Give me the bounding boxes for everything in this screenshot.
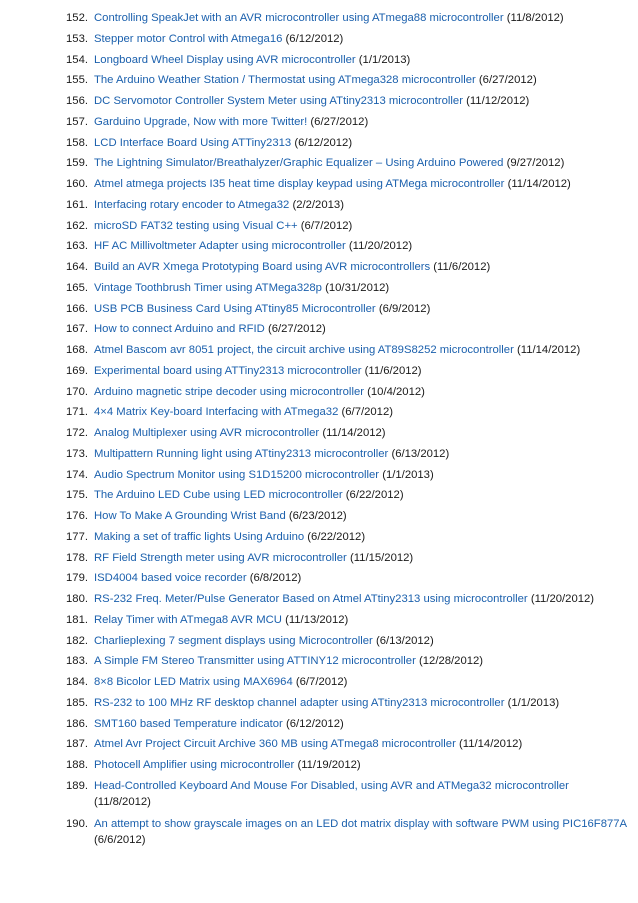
item-date: (6/9/2012) bbox=[378, 302, 431, 315]
list-item bbox=[0, 301, 638, 317]
item-number: 164. bbox=[66, 261, 88, 273]
item-number: 181. bbox=[66, 613, 88, 626]
item-date: (6/27/2012) bbox=[310, 115, 369, 128]
project-link[interactable]: A Simple FM Stereo Transmitter using ATTINY12 microcontroller bbox=[94, 655, 416, 668]
item-date: (6/7/2012) bbox=[300, 219, 353, 232]
project-link[interactable]: Stepper motor Control with Atmega16 bbox=[94, 32, 283, 45]
project-link[interactable]: The Arduino LED Cube using LED microcontroller bbox=[94, 489, 343, 502]
item-date: (6/7/2012) bbox=[295, 676, 348, 688]
list-item bbox=[0, 218, 638, 234]
list-item bbox=[0, 716, 638, 732]
item-number: 171. bbox=[66, 406, 88, 419]
list-item bbox=[0, 736, 638, 752]
project-link[interactable]: Multipattern Running light using ATtiny2313 microcontroller bbox=[94, 447, 389, 460]
item-number: 172. bbox=[66, 427, 88, 439]
item-number: 173. bbox=[66, 447, 88, 460]
list-item bbox=[0, 508, 638, 524]
list-item bbox=[0, 757, 638, 773]
item-date: (10/4/2012) bbox=[367, 385, 425, 398]
list-item bbox=[0, 467, 638, 483]
project-link[interactable]: Controlling SpeakJet with an AVR microcontroller using ATmega88 microcontroller bbox=[94, 12, 504, 24]
project-link[interactable]: How To Make A Grounding Wrist Band bbox=[94, 510, 286, 522]
item-number: 188. bbox=[66, 759, 88, 771]
item-number: 175. bbox=[66, 489, 88, 502]
item-date: (6/22/2012) bbox=[345, 489, 404, 502]
item-number: 174. bbox=[66, 468, 88, 481]
project-link[interactable]: microSD FAT32 testing using Visual C++ bbox=[94, 219, 298, 232]
item-date: (6/12/2012) bbox=[294, 136, 353, 149]
item-date: (6/23/2012) bbox=[288, 510, 347, 522]
item-number: 158. bbox=[66, 136, 88, 149]
list-item bbox=[0, 93, 638, 109]
item-date: (11/19/2012) bbox=[297, 759, 361, 771]
item-number: 187. bbox=[66, 738, 88, 751]
project-link[interactable]: Atmel Avr Project Circuit Archive 360 MB using ATmega8 microcontroller bbox=[94, 738, 456, 751]
item-number: 161. bbox=[66, 198, 88, 211]
item-number: 182. bbox=[66, 634, 88, 647]
item-date: (1/1/2013) bbox=[358, 53, 411, 66]
item-date: (1/1/2013) bbox=[382, 468, 434, 481]
project-link[interactable]: Atmel atmega projects I35 heat time display keypad using ATMega microcontroller bbox=[94, 178, 505, 190]
project-link[interactable]: Head-Controlled Keyboard And Mouse For Disabled, using AVR and ATMega32 microcontroller bbox=[94, 779, 569, 792]
item-number: 167. bbox=[66, 323, 88, 336]
item-number: 190. bbox=[66, 817, 88, 830]
project-link[interactable]: Build an AVR Xmega Prototyping Board using AVR microcontrollers bbox=[94, 261, 431, 273]
item-number: 179. bbox=[66, 572, 88, 585]
list-item bbox=[0, 384, 638, 400]
item-date: (6/13/2012) bbox=[391, 447, 450, 460]
list-item bbox=[0, 114, 638, 130]
list-item bbox=[0, 778, 638, 811]
project-link[interactable]: LCD Interface Board Using ATTiny2313 bbox=[94, 136, 292, 149]
list-item bbox=[0, 31, 638, 47]
project-link[interactable]: How to connect Arduino and RFID bbox=[94, 323, 265, 336]
item-date: (6/13/2012) bbox=[375, 634, 434, 647]
project-link[interactable]: ISD4004 based voice recorder bbox=[94, 572, 247, 585]
item-date: (12/28/2012) bbox=[419, 655, 484, 668]
project-link[interactable]: Relay Timer with ATmega8 AVR MCU bbox=[94, 613, 282, 626]
item-number: 160. bbox=[66, 178, 88, 190]
list-item bbox=[0, 653, 638, 669]
item-number: 176. bbox=[66, 510, 88, 522]
list-item bbox=[0, 487, 638, 503]
item-date: (6/7/2012) bbox=[341, 406, 394, 419]
item-date: (11/15/2012) bbox=[349, 551, 414, 564]
item-date: (11/13/2012) bbox=[285, 613, 349, 626]
project-link[interactable]: HF AC Millivoltmeter Adapter using microcontroller bbox=[94, 240, 346, 253]
project-link[interactable]: Arduino magnetic stripe decoder using microcontroller bbox=[94, 385, 364, 398]
list-item bbox=[0, 342, 638, 358]
item-number: 152. bbox=[66, 12, 88, 24]
project-link[interactable]: 4×4 Matrix Key-board Interfacing with ATmega32 bbox=[94, 406, 339, 419]
project-link[interactable]: Audio Spectrum Monitor using S1D15200 microcontroller bbox=[94, 468, 380, 481]
list-item bbox=[0, 570, 638, 586]
item-date: (11/8/2012) bbox=[506, 12, 564, 24]
list-item bbox=[0, 446, 638, 462]
item-date: (6/12/2012) bbox=[285, 717, 344, 730]
project-link[interactable]: The Arduino Weather Station / Thermostat using ATmega328 microcontroller bbox=[94, 74, 476, 87]
list-item bbox=[0, 674, 638, 690]
item-date: (10/31/2012) bbox=[325, 281, 390, 294]
list-item bbox=[0, 425, 638, 441]
project-link[interactable]: Photocell Amplifier using microcontroller bbox=[94, 759, 295, 771]
project-link[interactable]: The Lightning Simulator/Breathalyzer/Graphic Equalizer – Using Arduino Powered bbox=[94, 157, 504, 170]
list-item bbox=[0, 238, 638, 254]
item-date: (6/12/2012) bbox=[285, 32, 344, 45]
item-number: 180. bbox=[66, 593, 88, 605]
list-item bbox=[0, 155, 638, 171]
item-date: (11/20/2012) bbox=[530, 593, 595, 605]
item-number: 186. bbox=[66, 717, 88, 730]
item-number: 159. bbox=[66, 157, 88, 170]
list-item bbox=[0, 72, 638, 88]
item-number: 189. bbox=[66, 779, 88, 792]
item-date: (11/6/2012) bbox=[364, 364, 422, 377]
item-number: 157. bbox=[66, 115, 88, 128]
item-date: (1/1/2013) bbox=[507, 696, 560, 709]
item-date: (11/6/2012) bbox=[433, 261, 491, 273]
item-date: (11/14/2012) bbox=[459, 738, 523, 751]
item-number: 177. bbox=[66, 530, 88, 543]
item-number: 183. bbox=[66, 655, 88, 668]
item-number: 166. bbox=[66, 302, 88, 315]
list-item bbox=[0, 363, 638, 379]
project-link[interactable]: USB PCB Business Card Using ATtiny85 Microcontroller bbox=[94, 302, 376, 315]
item-date: (11/14/2012) bbox=[322, 427, 386, 439]
item-date: (11/8/2012) bbox=[94, 796, 151, 809]
item-date: (2/2/2013) bbox=[292, 198, 344, 211]
list-item bbox=[0, 550, 638, 566]
list-item bbox=[0, 591, 638, 607]
project-link[interactable]: RF Field Strength meter using AVR microcontroller bbox=[94, 551, 347, 564]
list-item bbox=[0, 52, 638, 68]
list-item bbox=[0, 10, 638, 26]
project-link[interactable]: Garduino Upgrade, Now with more Twitter! bbox=[94, 115, 308, 128]
item-date: (9/27/2012) bbox=[506, 157, 565, 170]
item-number: 154. bbox=[66, 53, 88, 66]
item-date: (11/12/2012) bbox=[466, 95, 530, 107]
list-item bbox=[0, 176, 638, 192]
item-date: (6/6/2012) bbox=[94, 834, 146, 846]
project-link-list bbox=[0, 10, 638, 853]
item-number: 153. bbox=[66, 32, 88, 45]
item-number: 162. bbox=[66, 219, 88, 232]
project-link[interactable]: SMT160 based Temperature indicator bbox=[94, 717, 283, 730]
list-item bbox=[0, 404, 638, 420]
list-item bbox=[0, 695, 638, 711]
item-date: (11/14/2012) bbox=[517, 344, 581, 356]
list-item bbox=[0, 135, 638, 151]
list-item bbox=[0, 197, 638, 213]
project-link[interactable]: RS-232 to 100 MHz RF desktop channel adapter using ATtiny2313 microcontroller bbox=[94, 696, 505, 709]
project-link[interactable]: Atmel Bascom avr 8051 project, the circuit archive using AT89S8252 microcontroller bbox=[94, 344, 514, 356]
item-date: (6/22/2012) bbox=[307, 530, 366, 543]
item-date: (6/8/2012) bbox=[249, 572, 302, 585]
item-number: 185. bbox=[66, 696, 88, 709]
item-date: (11/14/2012) bbox=[507, 178, 571, 190]
project-link[interactable]: Vintage Toothbrush Timer using ATMega328p bbox=[94, 281, 322, 294]
list-item bbox=[0, 321, 638, 337]
list-item bbox=[0, 529, 638, 545]
item-number: 165. bbox=[66, 281, 88, 294]
list-item bbox=[0, 259, 638, 275]
list-item bbox=[0, 633, 638, 649]
list-item bbox=[0, 280, 638, 296]
item-number: 168. bbox=[66, 344, 88, 356]
item-number: 170. bbox=[66, 385, 88, 398]
item-date: (6/27/2012) bbox=[267, 323, 326, 336]
item-number: 184. bbox=[66, 676, 88, 688]
item-number: 156. bbox=[66, 95, 88, 107]
project-link[interactable]: Making a set of traffic lights Using Arduino bbox=[94, 530, 305, 543]
list-item bbox=[0, 612, 638, 628]
project-link[interactable]: Experimental board using ATTiny2313 microcontroller bbox=[94, 364, 362, 377]
list-item bbox=[0, 816, 638, 849]
item-number: 169. bbox=[66, 364, 88, 377]
item-number: 163. bbox=[66, 240, 88, 253]
item-number: 178. bbox=[66, 551, 88, 564]
item-date: (6/27/2012) bbox=[478, 74, 537, 87]
item-number: 155. bbox=[66, 74, 88, 87]
project-link[interactable]: Charlieplexing 7 segment displays using Microcontroller bbox=[94, 634, 373, 647]
project-link[interactable]: Longboard Wheel Display using AVR microcontroller bbox=[94, 53, 356, 66]
project-link[interactable]: RS-232 Freq. Meter/Pulse Generator Based on Atmel ATtiny2313 using microcontroller bbox=[94, 593, 528, 605]
project-link[interactable]: An attempt to show grayscale images on an LED dot matrix display with software PWM using PIC16F877A bbox=[94, 817, 627, 830]
project-link[interactable]: 8×8 Bicolor LED Matrix using MAX6964 bbox=[94, 676, 293, 688]
item-date: (11/20/2012) bbox=[348, 240, 413, 253]
project-link[interactable]: Interfacing rotary encoder to Atmega32 bbox=[94, 198, 290, 211]
project-link[interactable]: DC Servomotor Controller System Meter using ATtiny2313 microcontroller bbox=[94, 95, 463, 107]
project-link[interactable]: Analog Multiplexer using AVR microcontroller bbox=[94, 427, 320, 439]
